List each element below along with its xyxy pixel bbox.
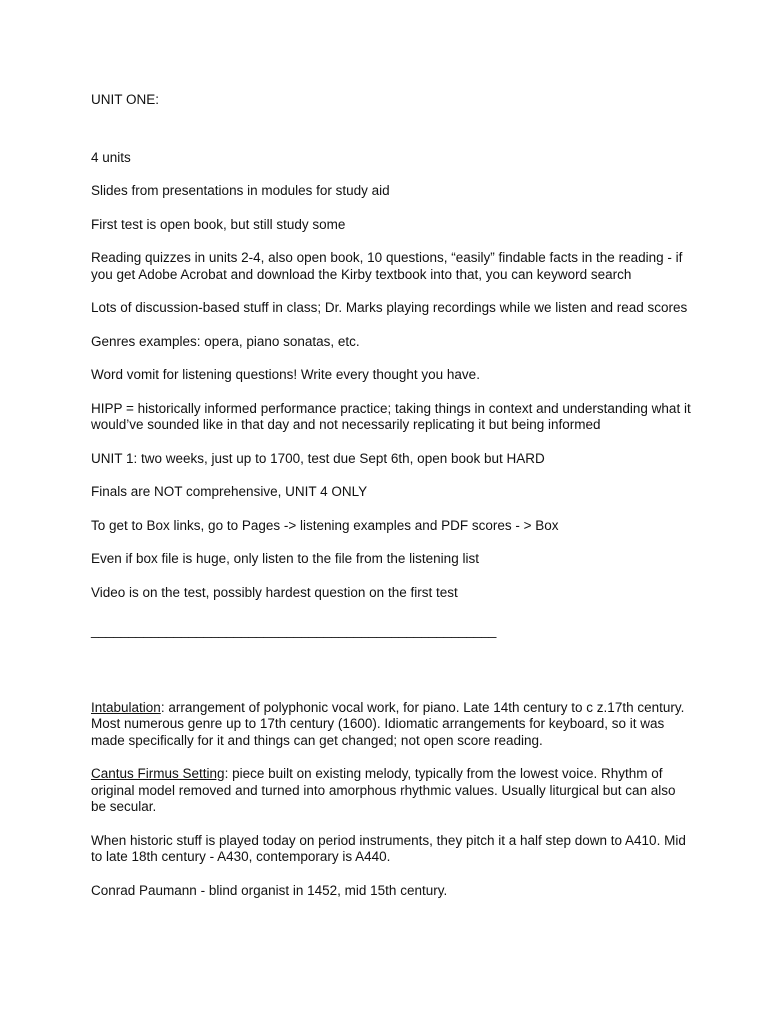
document-body — [91, 92, 691, 899]
note-unit-1: UNIT 1: two weeks, just up to 1700, test due Sept 6th, open book but HARD — [91, 450, 545, 466]
note-discussion: Lots of discussion-based stuff in class; Dr. Marks playing recordings while we listen and read scores — [91, 300, 688, 315]
definition-cantus-firmus — [91, 766, 691, 816]
note-listening-questions: Word vomit for listening questions! Write every thought you have. — [91, 367, 480, 382]
note-slides: Slides from presentations in modules for study aid — [91, 183, 390, 198]
definition-intabulation — [91, 700, 691, 750]
unit-heading: UNIT ONE: — [91, 92, 160, 107]
term-intabulation: Intabulation — [91, 699, 161, 715]
definition-intabulation-text: : arrangement of polyphonic vocal work, for piano. Late 14th century to c z.17th century. Most numerous genre up to 17th century (1600). Idiomatic arrangements for keyboard, so it was made specifically for it and things can get changed; not open score reading. — [91, 699, 685, 748]
term-cantus-firmus-setting: Cantus Firmus Setting — [91, 766, 225, 781]
note-reading-quizzes: Reading quizzes in units 2-4, also open book, 10 questions, “easily” findable facts in the reading - if you get Adobe Acrobat and download the Kirby textbook into that, you can keyword search — [91, 250, 683, 282]
note-genres: Genres examples: opera, piano sonatas, etc. — [91, 333, 360, 349]
note-units-count: 4 units — [91, 149, 131, 165]
note-box-file: Even if box file is huge, only listen to the file from the listening list — [91, 551, 479, 566]
definition-cantus-firmus-text: : piece built on existing melody, typically from the lowest voice. Rhythm of original model removed and turned into amorphous rhythmic values. Usually liturgical but can also be secular. — [91, 766, 676, 814]
divider-line: ______________________________________________________ — [91, 623, 497, 638]
note-video: Video is on the test, possibly hardest question on the first test — [91, 584, 458, 600]
note-first-test: First test is open book, but still study some — [91, 216, 346, 232]
note-pitch-standards: When historic stuff is played today on period instruments, they pitch it a half step down to A410. Mid to late 18th century - A430, contemporary is A440. — [91, 832, 686, 864]
note-box-links: To get to Box links, go to Pages -> listening examples and PDF scores - > Box — [91, 517, 559, 533]
note-conrad-paumann: Conrad Paumann - blind organist in 1452, mid 15th century. — [91, 882, 448, 898]
note-hipp: HIPP = historically informed performance practice; taking things in context and understanding what it would’ve sounded like in that day and not necessarily replicating it but being informed — [91, 400, 691, 432]
note-finals: Finals are NOT comprehensive, UNIT 4 ONLY — [91, 484, 368, 499]
